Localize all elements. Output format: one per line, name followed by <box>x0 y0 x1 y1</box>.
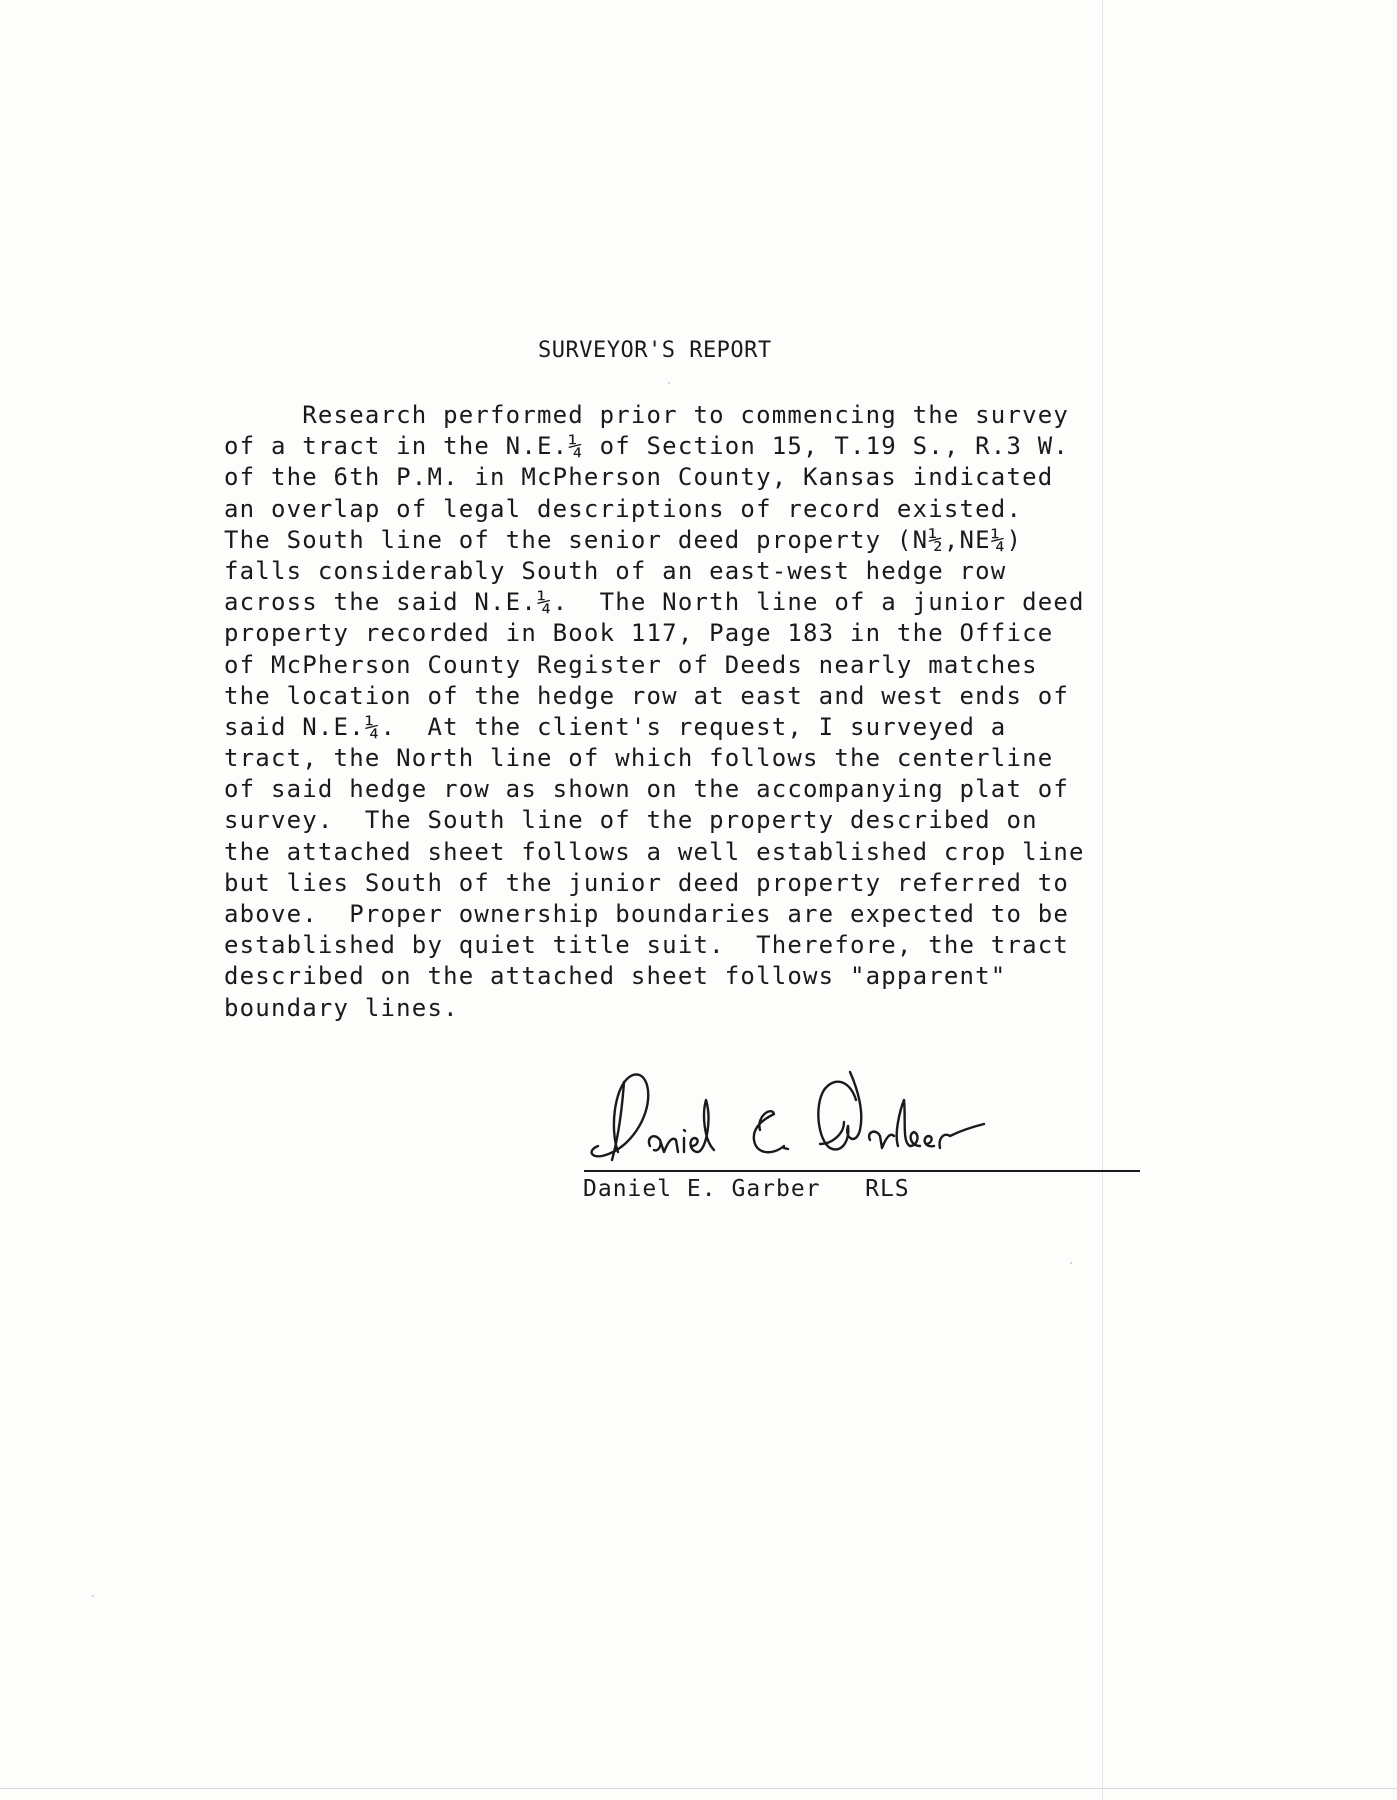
body-line: the attached sheet follows a well established crop line <box>224 837 1085 866</box>
handwritten-signature <box>588 1060 1048 1175</box>
body-line: tract, the North line of which follows the centerline <box>224 744 1054 773</box>
body-line: described on the attached sheet follows "apparent" <box>224 962 1007 991</box>
body-line: of said hedge row as shown on the accompanying plat of <box>224 775 1070 804</box>
body-line: but lies South of the junior deed property referred to <box>224 868 1070 897</box>
body-line: Research performed prior to commencing the survey <box>224 401 1070 429</box>
paper-speck <box>1070 1262 1072 1264</box>
body-line: of a tract in the N.E.¼ of Section 15, T.19 S., R.3 W. <box>224 432 1070 461</box>
body-line: said N.E.¼. At the client's request, I surveyed a <box>224 712 1007 741</box>
signatory-name <box>583 1176 910 1202</box>
body-line: an overlap of legal descriptions of record existed. <box>224 494 1023 523</box>
body-line: of the 6th P.M. in McPherson County, Kansas indicated <box>224 463 1054 492</box>
paper-speck <box>668 382 670 384</box>
body-line: established by quiet title suit. Therefore, the tract <box>224 931 1070 960</box>
report-body <box>224 400 1124 1024</box>
body-line: property recorded in Book 117, Page 183 in the Office <box>224 619 1054 648</box>
body-line: the location of the hedge row at east and west ends of <box>224 681 1070 710</box>
body-line: boundary lines. <box>224 993 459 1022</box>
page-bottom-edge <box>0 1788 1397 1789</box>
report-title: SURVEYOR'S REPORT <box>538 338 772 363</box>
body-line: The South line of the senior deed property (N½,NE¼) <box>224 525 1023 554</box>
body-line: above. Proper ownership boundaries are expected to be <box>224 900 1070 928</box>
body-line: across the said N.E.¼. The North line of a junior deed <box>224 588 1085 617</box>
paper-speck <box>92 1595 94 1597</box>
printed-name: Daniel E. Garber <box>583 1176 821 1202</box>
body-line: of McPherson County Register of Deeds nearly matches <box>224 650 1038 679</box>
credential: RLS <box>865 1176 910 1202</box>
body-line: falls considerably South of an east-west hedge row <box>224 556 1007 585</box>
signature-line <box>584 1170 1140 1172</box>
body-line: survey. The South line of the property described on <box>224 806 1038 835</box>
